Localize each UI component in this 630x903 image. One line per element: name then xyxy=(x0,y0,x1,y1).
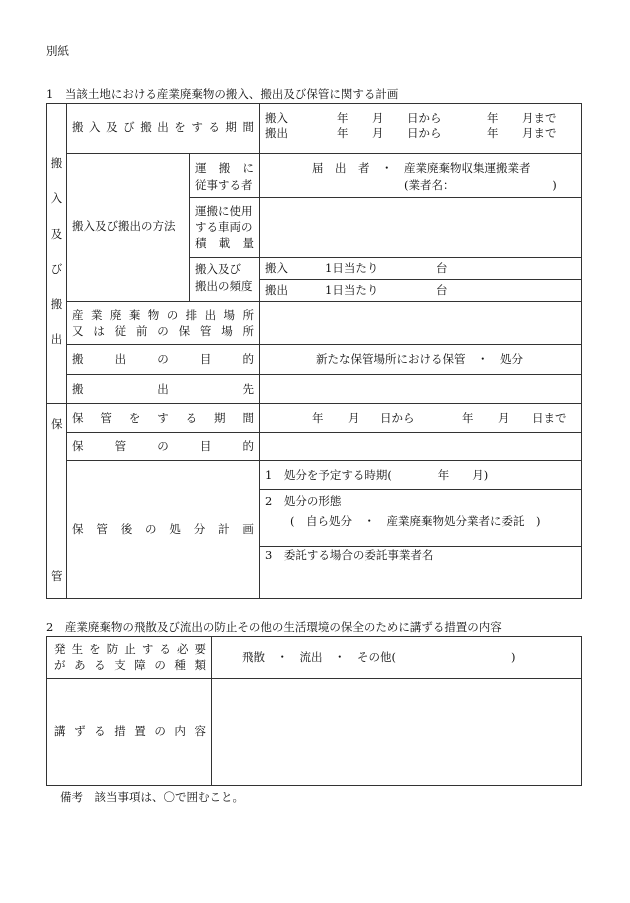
disposal-plan-item1[interactable]: 1 処分を予定する時期( 年 月) xyxy=(265,468,489,482)
discharge-label-line1: 産 業 廃 棄 物 の 排 出 場 所 xyxy=(72,308,254,322)
purpose-label: 搬 出 の 目 的 xyxy=(72,352,254,366)
hazard-label-line2: が あ る 支 障 の 種 類 xyxy=(54,658,206,672)
storage-purpose-value-field[interactable] xyxy=(260,433,581,459)
hazard-label-line1: 発 生 を 防 止 す る 必 要 xyxy=(54,642,206,656)
carrier-label-line1: 運 搬 に xyxy=(195,161,254,175)
destination-label: 搬 出 先 xyxy=(72,382,254,396)
frequency-label-line1: 搬入及び xyxy=(195,262,241,276)
disposal-plan-item2: 2 処分の形態 xyxy=(265,494,342,508)
measures-label: 講 ず る 措 置 の 内 容 xyxy=(54,724,206,738)
period-label: 搬 入 及 び 搬 出 を す る 期 間 xyxy=(72,120,254,134)
group-transport-label: 搬 入 及 び 搬 出 xyxy=(50,156,63,347)
hazard-value[interactable]: 飛散 ・ 流出 ・ その他( ) xyxy=(242,650,516,664)
carrier-label-line2: 従事する者 xyxy=(195,178,253,192)
disposal-plan-item2-options[interactable]: ( 自ら処分 ・ 産業廃棄物処分業者に委託 ) xyxy=(290,514,541,528)
disposal-plan-item3: 3 委託する場合の委託事業者名 xyxy=(265,548,434,562)
carrier-value-line2[interactable]: (業者名： ) xyxy=(404,178,557,192)
attachment-label: 別紙 xyxy=(46,44,69,58)
discharge-value-field[interactable] xyxy=(260,302,581,343)
section1-title: 1 当該土地における産業廃棄物の搬入、搬出及び保管に関する計画 xyxy=(46,87,399,101)
carrier-value-line1[interactable]: 届 出 者 ・ 産業廃棄物収集運搬業者 xyxy=(312,161,531,175)
storage-purpose-label: 保 管 の 目 的 xyxy=(72,439,254,453)
method-label: 搬入及び搬出の方法 xyxy=(72,219,176,233)
vehicle-value-field[interactable] xyxy=(260,198,581,256)
disposal-plan-label: 保 管 後 の 処 分 計 画 xyxy=(72,522,254,536)
vehicle-label-line1: 運搬に使用 xyxy=(195,204,253,218)
vehicle-label-line3: 積 載 量 xyxy=(195,236,254,250)
frequency-label-line2: 搬出の頻度 xyxy=(195,279,253,293)
vehicle-label-line2: する車両の xyxy=(195,220,253,234)
destination-value-field[interactable] xyxy=(260,375,581,402)
purpose-value[interactable]: 新たな保管場所における保管 ・ 処分 xyxy=(316,352,523,366)
discharge-label-line2: 又 は 従 前 の 保 管 場 所 xyxy=(72,324,254,338)
section2-title: 2 産業廃棄物の飛散及び流出の防止その他の生活環境の保全のために講ずる措置の内容 xyxy=(46,620,502,634)
group-storage-label-top: 保 xyxy=(51,417,63,431)
measures-value-field[interactable] xyxy=(212,679,581,784)
group-storage-label-bottom: 管 xyxy=(51,569,63,583)
footer-note: 備考 該当事項は、〇で囲むこと。 xyxy=(60,790,244,804)
storage-period-label: 保 管 を す る 期 間 xyxy=(72,411,254,425)
